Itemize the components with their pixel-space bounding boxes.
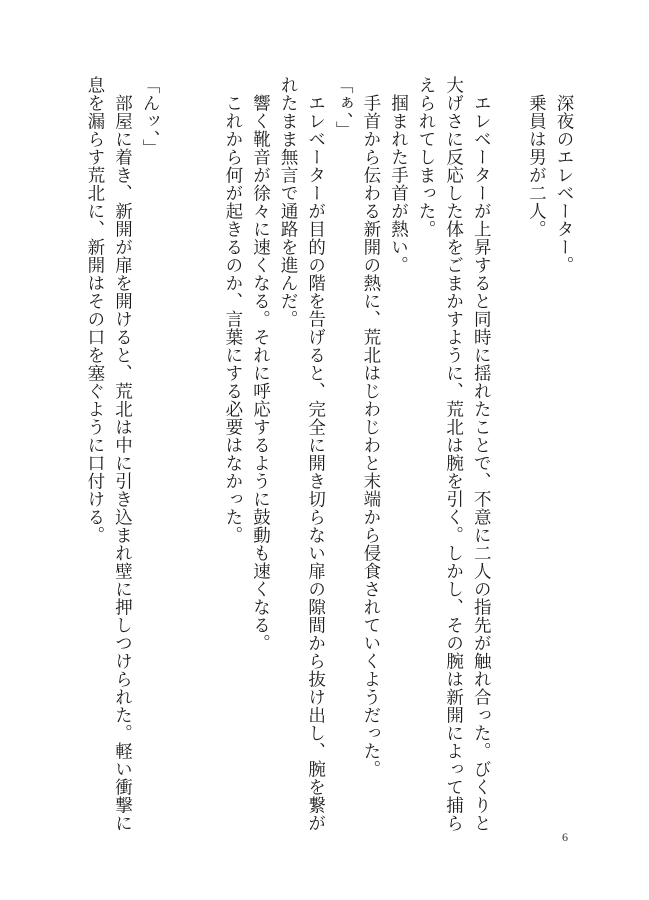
text-line: 息を漏らす荒北に、新開はその口を塞ぐように口付ける。 bbox=[84, 76, 105, 544]
text-line: 部屋に着き、新開が扉を開けると、荒北は中に引き込まれ壁に押しつけられた。軽い衝撃に bbox=[112, 76, 133, 832]
text-line: れたまま無言で通路を進んだ。 bbox=[278, 76, 299, 328]
vertical-text-body bbox=[80, 76, 577, 856]
text-line: 手首から伝わる新開の熱に、荒北はじわじわと末端から侵食されていくようだった。 bbox=[360, 76, 381, 778]
text-line: 掴まれた手首が熱い。 bbox=[388, 76, 409, 274]
text-line: 響く靴音が徐々に速くなる。それに呼応するように鼓動も速くなる。 bbox=[250, 76, 271, 652]
text-line: えられてしまった。 bbox=[416, 76, 437, 238]
text-line: 「ぁ、」 bbox=[333, 76, 354, 140]
text-line: 深夜のエレベーター。 bbox=[554, 76, 574, 274]
text-line bbox=[163, 76, 191, 856]
text-line: 大げさに反応した体をごまかすように、荒北は腕を引く。しかし、その腕は新開によって捕ら bbox=[443, 76, 464, 832]
text-line: エレベーターが目的の階を告げると、完全に開き切らない扉の隙間から抜け出し、腕を繋が bbox=[305, 76, 326, 832]
text-line: 乗員は男が二人。 bbox=[526, 76, 547, 238]
page-number: 6 bbox=[562, 830, 568, 844]
text-line: エレベーターが上昇すると同時に揺れたことで、不意に二人の指先が触れ合った。びくりと bbox=[471, 76, 492, 832]
text-line bbox=[191, 76, 219, 856]
text-line bbox=[494, 76, 522, 856]
text-line: これから何が起きるのか、言葉にする必要はなかった。 bbox=[222, 76, 243, 544]
text-line: 「んッ、」 bbox=[140, 76, 161, 158]
